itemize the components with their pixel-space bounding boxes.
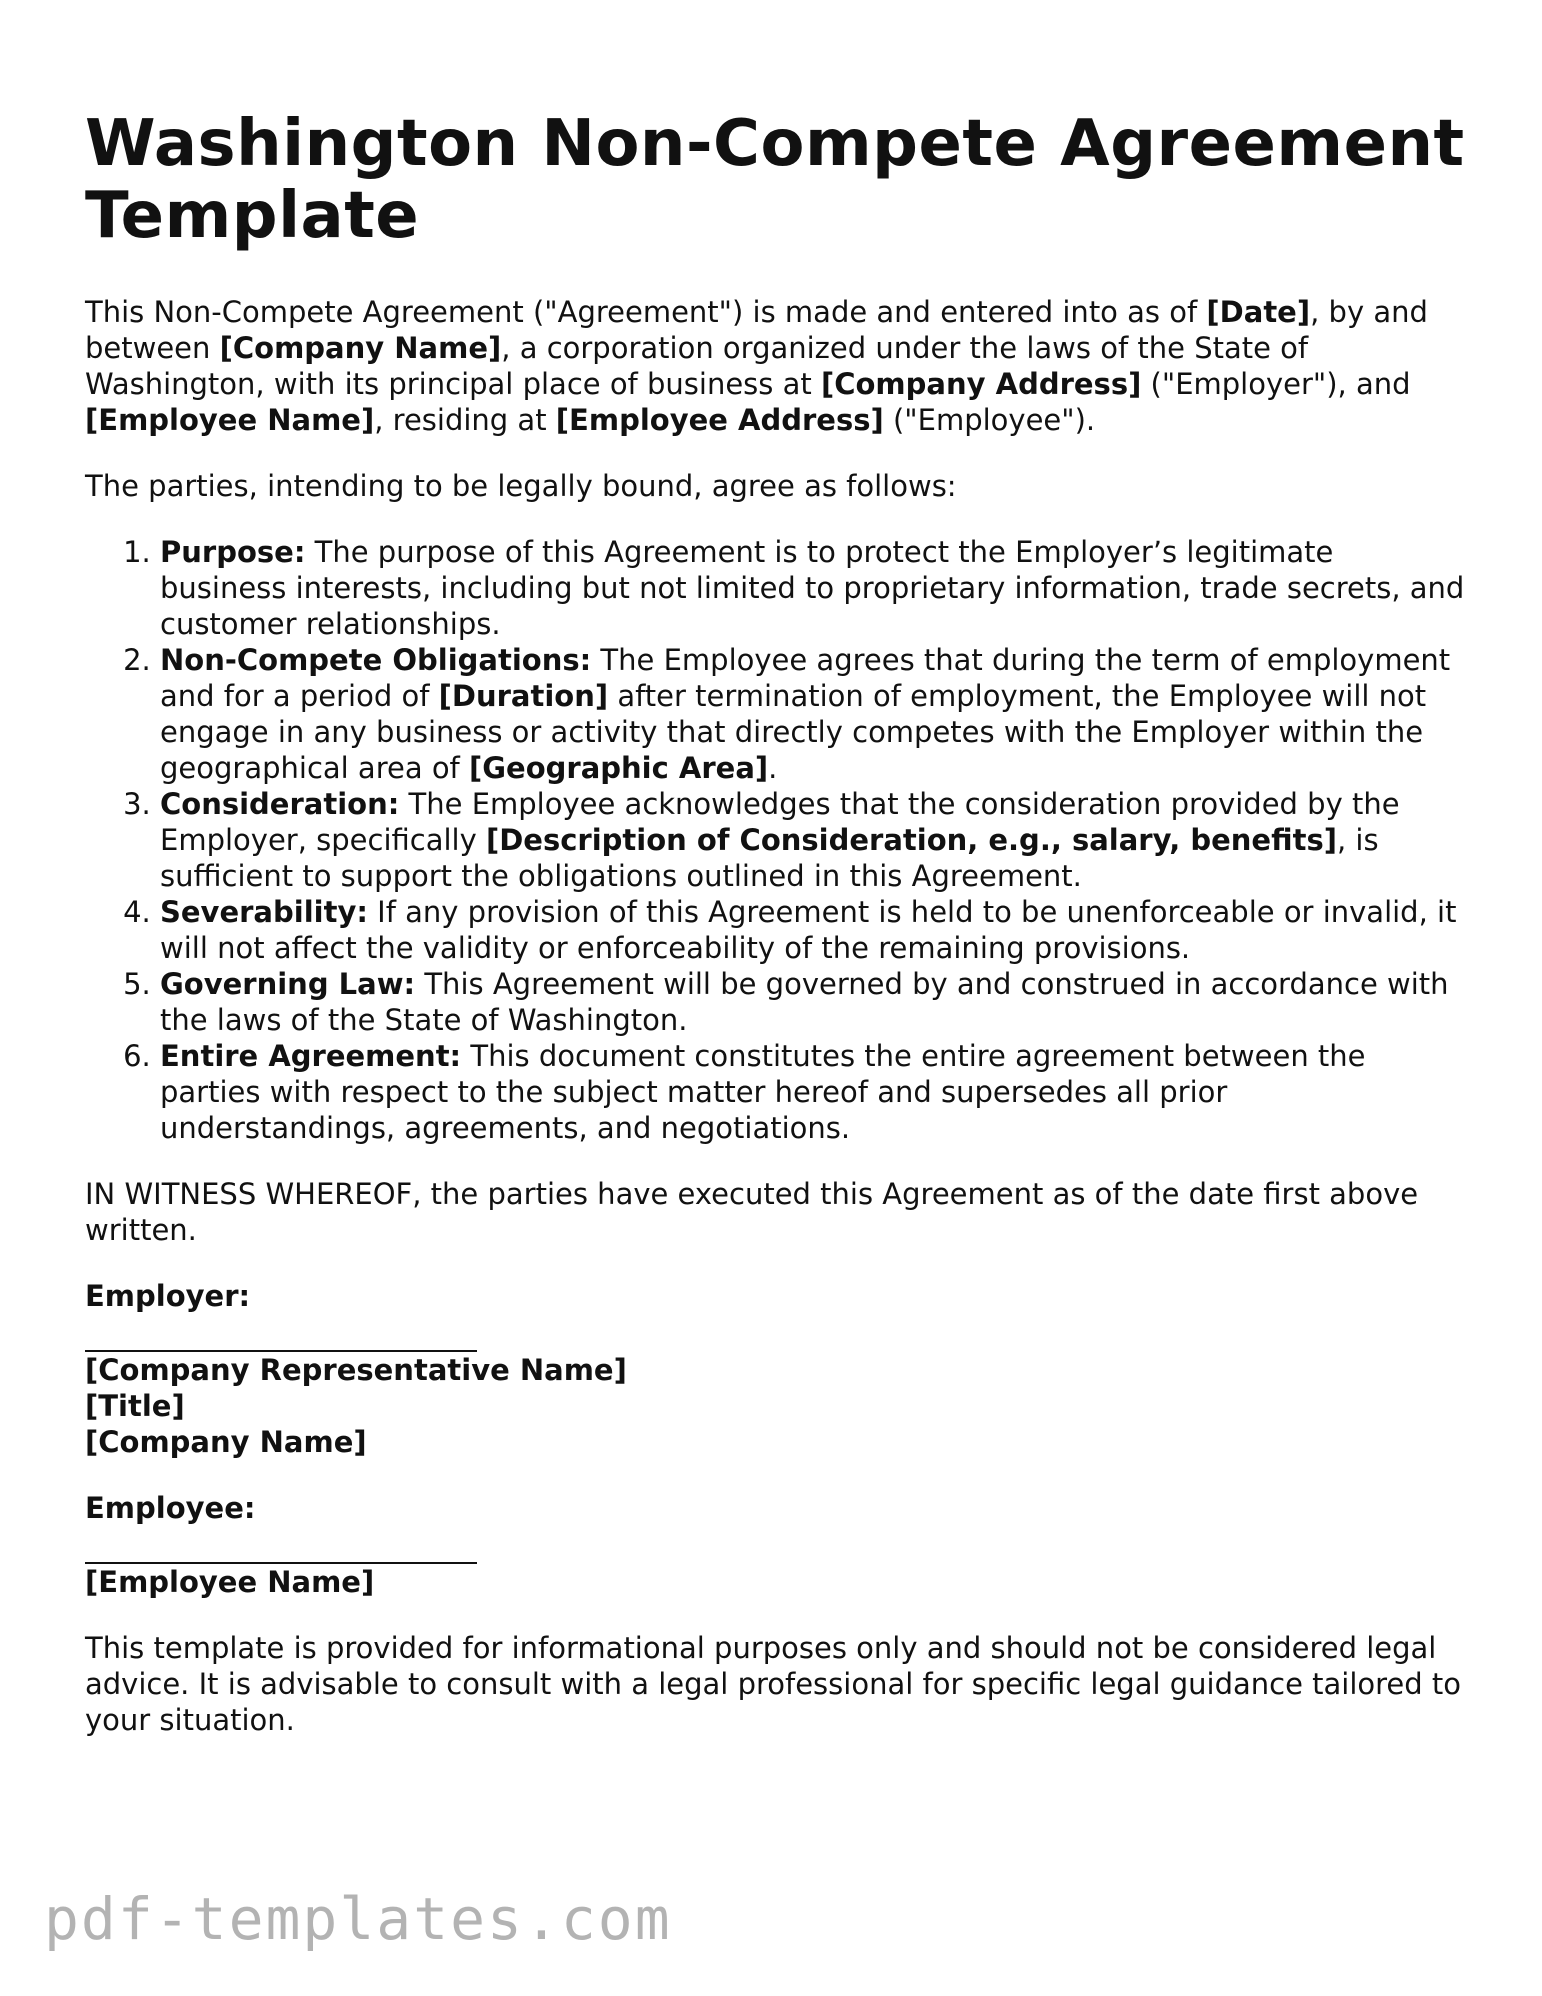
company-name-placeholder: [Company Name] (219, 331, 502, 365)
employee-signature-name: [Employee Name] (85, 1565, 375, 1599)
agree-statement: The parties, intending to be legally bound, agree as follows: (85, 469, 957, 503)
company-representative-name: [Company Representative Name] (85, 1353, 627, 1387)
employee-address-placeholder: [Employee Address] (555, 403, 884, 437)
duration-placeholder: [Duration] (438, 679, 609, 713)
term-severability: 4. Severability: If any provision of this Agreement is held to be unenforceable or invalid, it will not affect the validity or enforceability of the remaining provisions. (160, 894, 1465, 966)
document-page (85, 108, 1465, 1738)
employer-company-name: [Company Name] (85, 1425, 367, 1459)
date-placeholder: [Date] (1206, 295, 1311, 329)
employee-signature-block (85, 1564, 1465, 1600)
term-consideration: 3. Consideration: The Employee acknowledges that the consideration provided by the Employer, specifically [Description of Consideration, e.g., salary, benefits], is sufficient to support the obligations outlined in this Agreement. (160, 786, 1465, 894)
employer-label: Employer: (85, 1279, 251, 1313)
employee-name-placeholder: [Employee Name] (85, 403, 375, 437)
employee-label: Employee: (85, 1491, 256, 1525)
watermark: pdf-templates.com (44, 1885, 672, 1953)
consideration-placeholder: [Description of Consideration, e.g., salary, benefits] (485, 823, 1337, 857)
representative-title: [Title] (85, 1389, 185, 1423)
terms-list (85, 534, 1465, 1146)
company-address-placeholder: [Company Address] (820, 367, 1142, 401)
witness-statement: IN WITNESS WHEREOF, the parties have executed this Agreement as of the date first above written. (85, 1177, 1419, 1247)
term-purpose: 1. Purpose: The purpose of this Agreement is to protect the Employer’s legitimate business interests, including but not limited to proprietary information, trade secrets, and customer relationships. (160, 534, 1465, 642)
employer-signature-block (85, 1352, 1465, 1460)
intro-paragraph: This Non-Compete Agreement ("Agreement") is made and entered into as of [Date], by and between [Company Name], a corporation organized under the laws of the State of Washington, with its principal place of business at [Company Address] ("Employer"), and [Employee Name], residing at [Employee Address] ("Employee"). (85, 295, 1428, 437)
document-title: Washington Non-Compete Agreement Template (85, 107, 1465, 253)
term-entire-agreement: 6. Entire Agreement: This document constitutes the entire agreement between the parties with respect to the subject matter hereof and supersedes all prior understandings, agreements, and negotiations. (160, 1038, 1465, 1146)
term-non-compete: 2. Non-Compete Obligations: The Employee agrees that during the term of employment and for a period of [Duration] after termination of employment, the Employee will not engage in any business or activity that directly competes with the Employer within the geographical area of [Geographic Area]. (160, 642, 1465, 786)
geographic-area-placeholder: [Geographic Area] (469, 751, 769, 785)
term-governing-law: 5. Governing Law: This Agreement will be governed by and construed in accordance with the laws of the State of Washington. (160, 966, 1465, 1038)
disclaimer: This template is provided for informational purposes only and should not be considered legal advice. It is advisable to consult with a legal professional for specific legal guidance tailored to your situation. (85, 1631, 1462, 1737)
